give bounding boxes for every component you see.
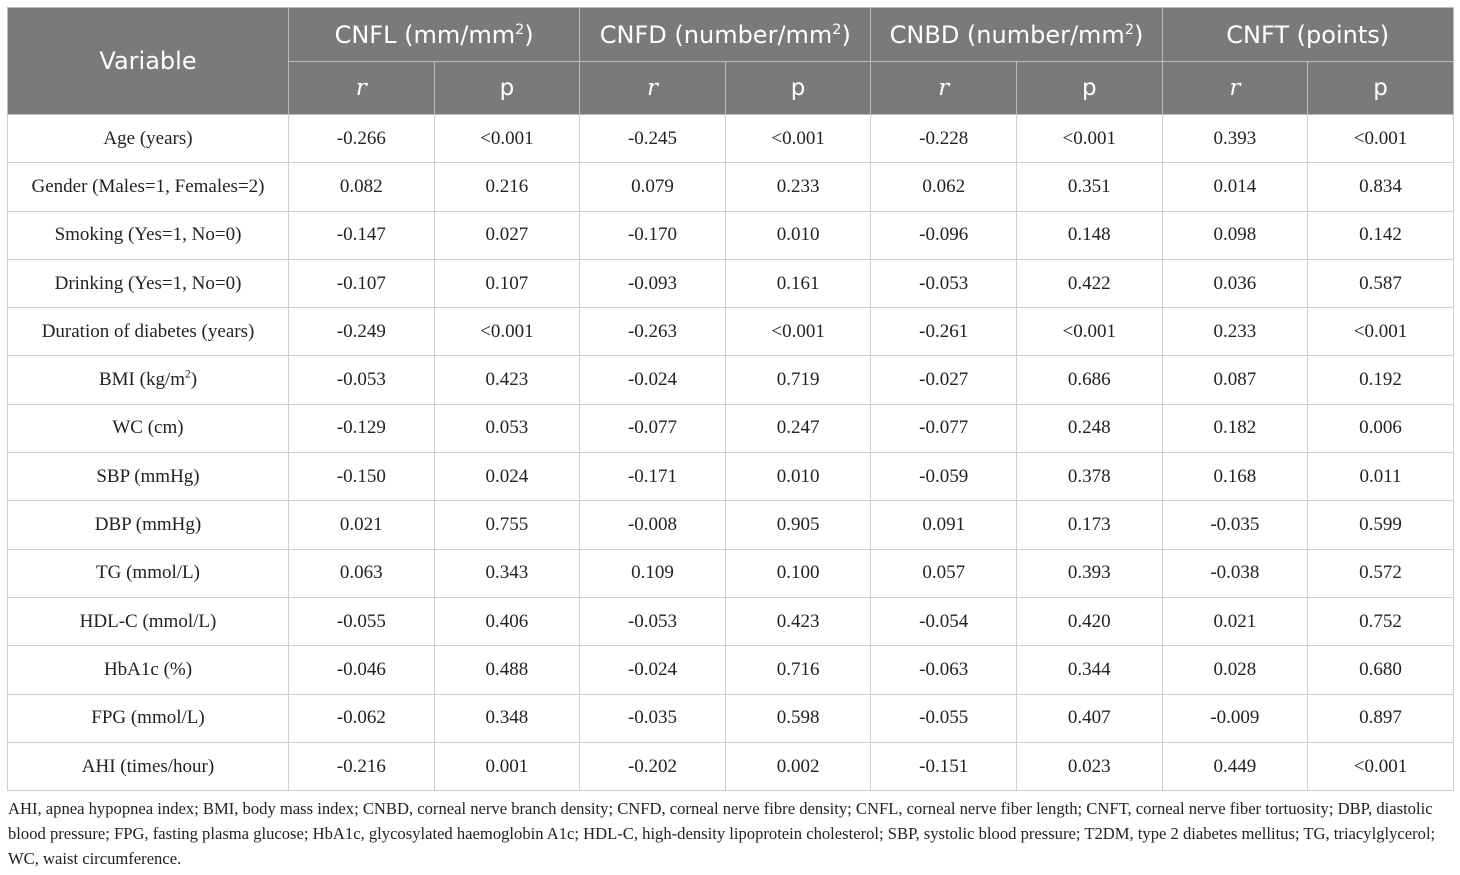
p-value-cell: 0.348 <box>434 694 580 742</box>
p-value-cell: <0.001 <box>725 308 871 356</box>
row-label <box>8 115 289 163</box>
row-label <box>8 211 289 259</box>
row-label-text: Smoking (Yes=1, No=0) <box>54 224 242 246</box>
row-label <box>8 742 289 790</box>
p-value-cell: 0.719 <box>725 356 871 404</box>
r-value-cell: 0.082 <box>289 163 435 211</box>
r-value-cell: -0.035 <box>1162 501 1308 549</box>
p-value-cell: 0.587 <box>1308 259 1454 307</box>
row-label <box>8 404 289 452</box>
r-value-cell: -0.062 <box>289 694 435 742</box>
r-value-cell: -0.053 <box>580 597 726 645</box>
sub-header-p: p <box>434 62 580 115</box>
r-value-cell: -0.055 <box>289 597 435 645</box>
row-label <box>8 259 289 307</box>
r-value-cell: -0.055 <box>871 694 1017 742</box>
p-value-cell: <0.001 <box>725 115 871 163</box>
table-row <box>8 259 1454 307</box>
p-value-cell: 0.011 <box>1308 453 1454 501</box>
row-label-sup: 2 <box>185 368 191 381</box>
p-value-cell: <0.001 <box>1016 115 1162 163</box>
p-value-cell: 0.344 <box>1016 646 1162 694</box>
row-label <box>8 308 289 356</box>
row-label-text: Duration of diabetes (years) <box>41 320 255 342</box>
sub-header-r: r <box>1162 62 1308 115</box>
variable-header: Variable <box>8 8 289 115</box>
p-value-cell: 0.161 <box>725 259 871 307</box>
table-footnote: AHI, apnea hypopnea index; BMI, body mass index; CNBD, corneal nerve branch density; CNFD, corneal nerve fibre density; CNFL, corneal nerve fiber length; CNFT, corneal nerve fiber tortuosity; DBP, diastolic blood pressure; FPG, fasting plasma glucose; HbA1c, glycosylated haemoglobin A1c; HDL-C, high-density lipoprotein cholesterol; SBP, systolic blood pressure; T2DM, type 2 diabetes mellitus; TG, triacylglycerol; WC, waist circumference. <box>8 799 1436 869</box>
table-row <box>8 453 1454 501</box>
p-value-cell: 0.680 <box>1308 646 1454 694</box>
r-value-cell: 0.091 <box>871 501 1017 549</box>
r-value-cell: -0.151 <box>871 742 1017 790</box>
p-value-cell: 0.897 <box>1308 694 1454 742</box>
r-value-cell: -0.171 <box>580 453 726 501</box>
r-value-cell: 0.098 <box>1162 211 1308 259</box>
p-value-cell: 0.572 <box>1308 549 1454 597</box>
p-value-cell: 0.406 <box>434 597 580 645</box>
sub-header-r: r <box>871 62 1017 115</box>
r-value-cell: -0.053 <box>289 356 435 404</box>
sub-header-p: p <box>725 62 871 115</box>
p-value-cell: <0.001 <box>1308 742 1454 790</box>
sub-header-r: r <box>289 62 435 115</box>
p-value-cell: 0.023 <box>1016 742 1162 790</box>
r-value-cell: -0.202 <box>580 742 726 790</box>
r-value-cell: 0.014 <box>1162 163 1308 211</box>
correlation-table <box>7 7 1454 791</box>
sub-header-r: r <box>580 62 726 115</box>
p-value-cell: 0.599 <box>1308 501 1454 549</box>
row-label-text: AHI (times/hour) <box>81 755 215 777</box>
r-value-cell: -0.245 <box>580 115 726 163</box>
p-value-cell: 0.716 <box>725 646 871 694</box>
p-value-cell: 0.010 <box>725 453 871 501</box>
r-value-cell: 0.087 <box>1162 356 1308 404</box>
table-row <box>8 549 1454 597</box>
row-label <box>8 501 289 549</box>
r-value-cell: -0.008 <box>580 501 726 549</box>
group-header-cnfl <box>289 8 580 62</box>
p-value-cell: <0.001 <box>1308 115 1454 163</box>
r-value-cell: -0.046 <box>289 646 435 694</box>
group-sup: 2 <box>832 21 842 38</box>
row-label-text: DBP (mmHg) <box>94 514 202 536</box>
p-value-cell: 0.905 <box>725 501 871 549</box>
row-label <box>8 694 289 742</box>
row-label <box>8 453 289 501</box>
table-body <box>8 115 1454 791</box>
row-label-text: WC (cm) <box>112 417 184 439</box>
p-value-cell: 0.420 <box>1016 597 1162 645</box>
p-value-cell: 0.247 <box>725 404 871 452</box>
table-row <box>8 211 1454 259</box>
r-value-cell: -0.170 <box>580 211 726 259</box>
p-value-cell: 0.423 <box>434 356 580 404</box>
row-label <box>8 549 289 597</box>
r-value-cell: 0.109 <box>580 549 726 597</box>
r-value-cell: 0.182 <box>1162 404 1308 452</box>
row-label <box>8 163 289 211</box>
r-value-cell: -0.077 <box>871 404 1017 452</box>
p-value-cell: <0.001 <box>1308 308 1454 356</box>
p-value-cell: 0.755 <box>434 501 580 549</box>
r-value-cell: -0.024 <box>580 356 726 404</box>
p-value-cell: 0.351 <box>1016 163 1162 211</box>
p-value-cell: 0.393 <box>1016 549 1162 597</box>
p-value-cell: 0.407 <box>1016 694 1162 742</box>
r-value-cell: -0.249 <box>289 308 435 356</box>
table-row <box>8 356 1454 404</box>
p-value-cell: 0.378 <box>1016 453 1162 501</box>
row-label <box>8 646 289 694</box>
p-value-cell: 0.024 <box>434 453 580 501</box>
row-label-text: Drinking (Yes=1, No=0) <box>54 272 242 294</box>
p-value-cell: 0.423 <box>725 597 871 645</box>
table-row <box>8 115 1454 163</box>
table-row <box>8 597 1454 645</box>
row-label-text: HbA1c (%) <box>103 658 193 680</box>
r-value-cell: -0.053 <box>871 259 1017 307</box>
p-value-cell: 0.216 <box>434 163 580 211</box>
table-row <box>8 646 1454 694</box>
row-label-text: Age (years) <box>103 127 193 149</box>
row-label-text: TG (mmol/L) <box>96 562 200 584</box>
p-value-cell: 0.006 <box>1308 404 1454 452</box>
p-value-cell: 0.107 <box>434 259 580 307</box>
r-value-cell: -0.261 <box>871 308 1017 356</box>
r-value-cell: -0.027 <box>871 356 1017 404</box>
table-row <box>8 404 1454 452</box>
r-value-cell: -0.054 <box>871 597 1017 645</box>
r-value-cell: -0.216 <box>289 742 435 790</box>
row-label <box>8 356 289 404</box>
group-header-cnft <box>1162 8 1453 62</box>
p-value-cell: 0.233 <box>725 163 871 211</box>
p-value-cell: 0.142 <box>1308 211 1454 259</box>
row-label-text: Gender (Males=1, Females=2) <box>31 175 265 197</box>
row-label-tail: ) <box>190 369 198 391</box>
group-name: CNFD (number/mm <box>599 20 833 49</box>
r-value-cell: -0.038 <box>1162 549 1308 597</box>
r-value-cell: -0.150 <box>289 453 435 501</box>
group-sup: 2 <box>1124 21 1134 38</box>
p-value-cell: 0.010 <box>725 211 871 259</box>
table-container <box>7 7 1453 871</box>
r-value-cell: -0.147 <box>289 211 435 259</box>
p-value-cell: 0.343 <box>434 549 580 597</box>
group-name: CNFL (mm/mm <box>334 20 516 49</box>
group-tail: ) <box>841 20 851 49</box>
group-name: CNBD (number/mm <box>889 20 1125 49</box>
r-value-cell: -0.009 <box>1162 694 1308 742</box>
p-value-cell: <0.001 <box>434 308 580 356</box>
p-value-cell: 0.598 <box>725 694 871 742</box>
r-value-cell: -0.077 <box>580 404 726 452</box>
r-value-cell: -0.228 <box>871 115 1017 163</box>
r-value-cell: 0.079 <box>580 163 726 211</box>
group-name: CNFT (points) <box>1226 20 1390 49</box>
r-value-cell: -0.059 <box>871 453 1017 501</box>
r-value-cell: -0.263 <box>580 308 726 356</box>
group-sup: 2 <box>515 21 525 38</box>
row-label-text: BMI (kg/m <box>98 369 185 391</box>
r-value-cell: 0.028 <box>1162 646 1308 694</box>
p-value-cell: 0.834 <box>1308 163 1454 211</box>
r-value-cell: -0.093 <box>580 259 726 307</box>
r-value-cell: 0.393 <box>1162 115 1308 163</box>
r-value-cell: 0.057 <box>871 549 1017 597</box>
r-value-cell: -0.024 <box>580 646 726 694</box>
header-row-groups <box>8 8 1454 62</box>
p-value-cell: 0.001 <box>434 742 580 790</box>
r-value-cell: 0.062 <box>871 163 1017 211</box>
p-value-cell: 0.488 <box>434 646 580 694</box>
row-label <box>8 597 289 645</box>
p-value-cell: 0.422 <box>1016 259 1162 307</box>
p-value-cell: <0.001 <box>434 115 580 163</box>
p-value-cell: 0.173 <box>1016 501 1162 549</box>
r-value-cell: 0.036 <box>1162 259 1308 307</box>
p-value-cell: 0.053 <box>434 404 580 452</box>
r-value-cell: 0.449 <box>1162 742 1308 790</box>
table-row <box>8 163 1454 211</box>
sub-header-p: p <box>1016 62 1162 115</box>
table-header <box>8 8 1454 115</box>
group-header-cnbd <box>871 8 1162 62</box>
r-value-cell: 0.168 <box>1162 453 1308 501</box>
row-label-text: HDL-C (mmol/L) <box>79 610 217 632</box>
p-value-cell: <0.001 <box>1016 308 1162 356</box>
p-value-cell: 0.027 <box>434 211 580 259</box>
r-value-cell: 0.021 <box>289 501 435 549</box>
table-row <box>8 308 1454 356</box>
r-value-cell: -0.096 <box>871 211 1017 259</box>
r-value-cell: -0.107 <box>289 259 435 307</box>
table-row <box>8 742 1454 790</box>
r-value-cell: 0.063 <box>289 549 435 597</box>
group-header-cnfd <box>580 8 871 62</box>
r-value-cell: -0.266 <box>289 115 435 163</box>
p-value-cell: 0.248 <box>1016 404 1162 452</box>
sub-header-p: p <box>1308 62 1454 115</box>
r-value-cell: 0.233 <box>1162 308 1308 356</box>
group-tail: ) <box>1133 20 1144 49</box>
r-value-cell: -0.063 <box>871 646 1017 694</box>
row-label-text: SBP (mmHg) <box>96 465 200 487</box>
table-row <box>8 501 1454 549</box>
r-value-cell: -0.129 <box>289 404 435 452</box>
p-value-cell: 0.686 <box>1016 356 1162 404</box>
p-value-cell: 0.192 <box>1308 356 1454 404</box>
p-value-cell: 0.148 <box>1016 211 1162 259</box>
p-value-cell: 0.752 <box>1308 597 1454 645</box>
p-value-cell: 0.100 <box>725 549 871 597</box>
p-value-cell: 0.002 <box>725 742 871 790</box>
table-row <box>8 694 1454 742</box>
r-value-cell: -0.035 <box>580 694 726 742</box>
r-value-cell: 0.021 <box>1162 597 1308 645</box>
row-label-text: FPG (mmol/L) <box>91 707 205 729</box>
group-tail: ) <box>524 20 534 49</box>
